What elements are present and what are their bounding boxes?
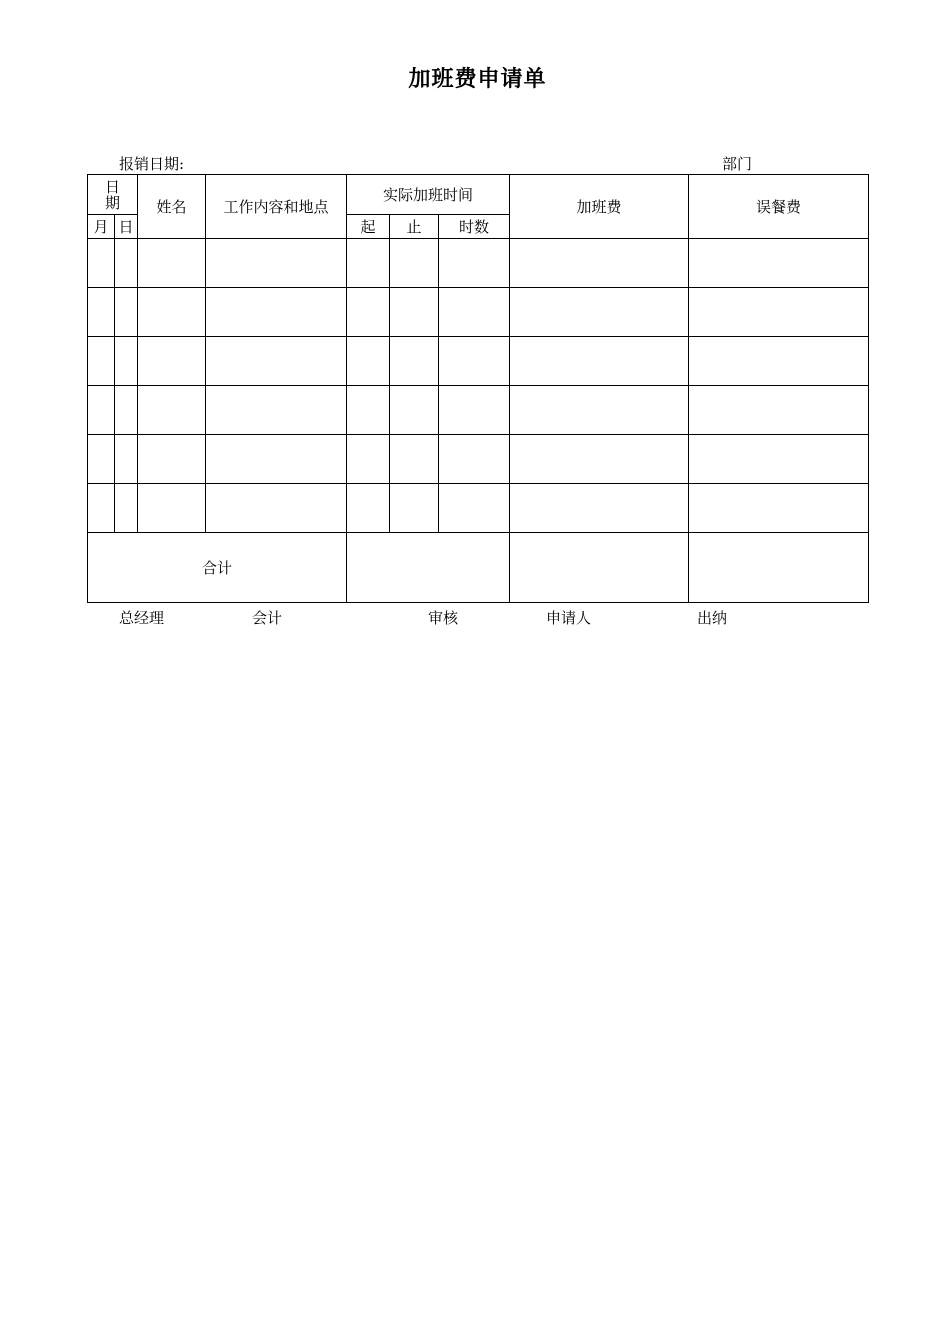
cell-overtime-pay[interactable]: [510, 386, 689, 435]
cell-work[interactable]: [206, 484, 347, 533]
cell-end[interactable]: [390, 386, 439, 435]
cell-hours[interactable]: [439, 484, 510, 533]
cell-name[interactable]: [138, 337, 206, 386]
overtime-form-table: [87, 174, 869, 603]
table-row: [88, 386, 869, 435]
cell-overtime-pay[interactable]: [510, 288, 689, 337]
cashier-label: 出纳: [697, 609, 728, 627]
header-date-top: 日: [105, 177, 121, 196]
cell-name[interactable]: [138, 386, 206, 435]
total-meal-allowance-cell[interactable]: [689, 533, 869, 603]
cell-meal-allowance[interactable]: [689, 288, 869, 337]
cell-start[interactable]: [347, 484, 390, 533]
table-row: [88, 435, 869, 484]
cell-work[interactable]: [206, 337, 347, 386]
cell-month[interactable]: [88, 288, 115, 337]
cell-work[interactable]: [206, 288, 347, 337]
header-overtime-pay: 加班费: [510, 175, 689, 239]
cell-hours[interactable]: [439, 337, 510, 386]
total-hours-cell[interactable]: [347, 533, 510, 603]
cell-day[interactable]: [115, 484, 138, 533]
table-row: [88, 239, 869, 288]
cell-hours[interactable]: [439, 386, 510, 435]
table-row: [88, 337, 869, 386]
cell-work[interactable]: [206, 239, 347, 288]
cell-end[interactable]: [390, 288, 439, 337]
accountant-label: 会计: [252, 609, 283, 627]
cell-overtime-pay[interactable]: [510, 239, 689, 288]
cell-work[interactable]: [206, 386, 347, 435]
cell-start[interactable]: [347, 435, 390, 484]
header-start: 起: [347, 215, 390, 239]
cell-end[interactable]: [390, 484, 439, 533]
cell-work[interactable]: [206, 435, 347, 484]
cell-overtime-pay[interactable]: [510, 337, 689, 386]
cell-start[interactable]: [347, 386, 390, 435]
cell-end[interactable]: [390, 239, 439, 288]
cell-month[interactable]: [88, 484, 115, 533]
cell-day[interactable]: [115, 337, 138, 386]
header-end: 止: [390, 215, 439, 239]
cell-month[interactable]: [88, 337, 115, 386]
cell-day[interactable]: [115, 288, 138, 337]
cell-day[interactable]: [115, 239, 138, 288]
cell-overtime-pay[interactable]: [510, 435, 689, 484]
general-manager-label: 总经理: [119, 609, 165, 627]
cell-day[interactable]: [115, 386, 138, 435]
header-day: 日: [115, 215, 138, 239]
total-label: 合计: [88, 533, 347, 603]
table-row: [88, 484, 869, 533]
cell-start[interactable]: [347, 239, 390, 288]
cell-name[interactable]: [138, 288, 206, 337]
total-row: [88, 533, 869, 603]
cell-hours[interactable]: [439, 239, 510, 288]
page-title: 加班费申请单: [408, 66, 547, 92]
cell-name[interactable]: [138, 435, 206, 484]
header-date-bottom: 期: [105, 193, 121, 212]
cell-end[interactable]: [390, 435, 439, 484]
cell-hours[interactable]: [439, 288, 510, 337]
header-actual-time: 实际加班时间: [347, 175, 510, 215]
cell-month[interactable]: [88, 435, 115, 484]
department-label: 部门: [722, 155, 753, 173]
table-row: [88, 288, 869, 337]
cell-month[interactable]: [88, 386, 115, 435]
header-date: [88, 175, 138, 215]
report-date-label: 报销日期:: [119, 155, 185, 173]
cell-start[interactable]: [347, 337, 390, 386]
cell-end[interactable]: [390, 337, 439, 386]
cell-meal-allowance[interactable]: [689, 484, 869, 533]
cell-meal-allowance[interactable]: [689, 435, 869, 484]
cell-month[interactable]: [88, 239, 115, 288]
reviewer-label: 审核: [428, 609, 459, 627]
header-hours: 时数: [439, 215, 510, 239]
header-name: 姓名: [138, 175, 206, 239]
cell-hours[interactable]: [439, 435, 510, 484]
cell-meal-allowance[interactable]: [689, 239, 869, 288]
header-month: 月: [88, 215, 115, 239]
header-meal-allowance: 误餐费: [689, 175, 869, 239]
cell-meal-allowance[interactable]: [689, 337, 869, 386]
cell-day[interactable]: [115, 435, 138, 484]
cell-overtime-pay[interactable]: [510, 484, 689, 533]
cell-name[interactable]: [138, 239, 206, 288]
cell-name[interactable]: [138, 484, 206, 533]
cell-meal-allowance[interactable]: [689, 386, 869, 435]
cell-start[interactable]: [347, 288, 390, 337]
applicant-label: 申请人: [546, 609, 592, 627]
header-row-main: [88, 175, 869, 215]
total-overtime-pay-cell[interactable]: [510, 533, 689, 603]
header-work: 工作内容和地点: [206, 175, 347, 239]
